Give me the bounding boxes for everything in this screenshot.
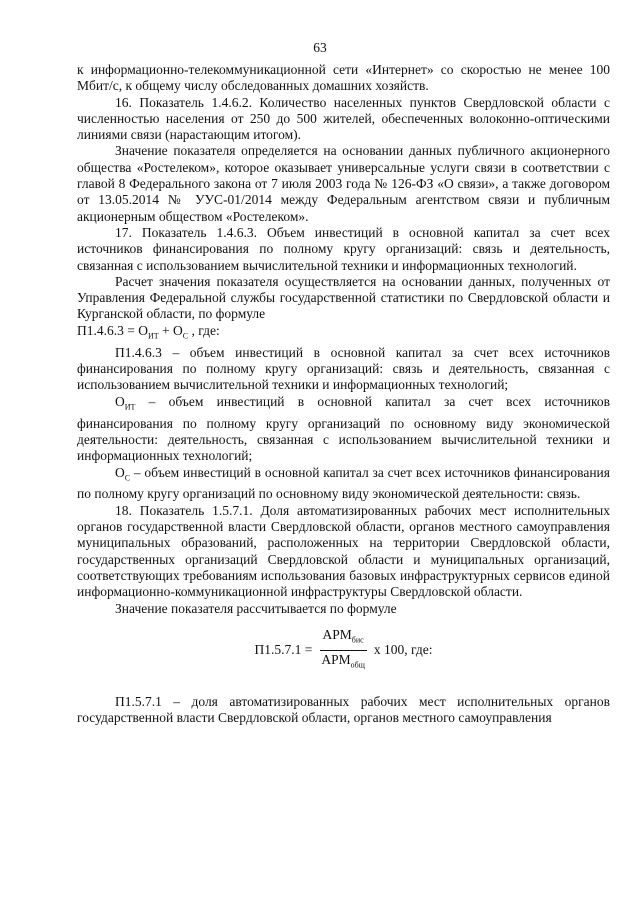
paragraph: 18. Показатель 1.5.7.1. Доля автоматизированных рабочих мест исполнительных органов государственной власти Свердловской области, органов местного самоуправления муниципальных образований, расположенных на территории Свердловской области, государственных организаций Свердловской области и муниципальных организаций, соответствующих требованиям использования базовых инфраструктурных сервисов единой информационно-коммуникационной инфраструктуры Свердловской области. <box>77 502 610 600</box>
paragraph: Расчет значения показателя осуществляется на основании данных, полученных от Управления Федеральной службы государственной статистики по Свердловской области и Курганской области, по формуле <box>77 273 610 322</box>
page-number: 63 <box>313 40 327 55</box>
document-body <box>77 62 610 726</box>
paragraph: $О_{ИТ}$ – объем инвестиций в основной капитал за счет всех источников финансирования по полному кругу организаций по основному виду экономической деятельности: деятельность, связанная с использованием вычислительной техники и информационных технологий; <box>77 393 610 464</box>
paragraph: $О_С$ – объем инвестиций в основной капитал за счет всех источников финансирования по полному кругу организаций по основному виду экономической деятельности: связь. <box>77 464 610 502</box>
paragraph: П1.4.6.3 – объем инвестиций в основной капитал за счет всех источников финансирования по полному кругу организаций: связь и деятельность, связанная с использованием вычислительной техники и информационных технологий; <box>77 344 610 393</box>
paragraph: П1.5.7.1 – доля автоматизированных рабочих мест исполнительных органов государственной власти Свердловской области, органов местного самоуправления <box>77 693 610 726</box>
paragraph: Значение показателя определяется на основании данных публичного акционерного общества «Ростелеком», которое оказывает универсальные услуги связи в соответствии с главой 8 Федерального закона от 7 июля 2003 года № 126-ФЗ «О связи», а также договором от 13.05.2014 № УУС-01/2014 между Федеральным агентством связи и публичным акционерным обществом «Ростелеком». <box>77 143 610 224</box>
formula-arm-share: П1.5.7.1 = $\frac{АРМ_{бис}}{АРМ_{общ}}$ x 100, где: <box>77 627 610 674</box>
paragraph: к информационно-телекоммуникационной сети «Интернет» со скоростью не менее 100 Мбит/с, к общему числу обследованных домашних хозяйств. <box>77 62 610 94</box>
fraction: $\frac{АРМ_{бис}}{АРМ_{общ}}$ <box>321 626 365 670</box>
paragraph: 16. Показатель 1.4.6.2. Количество населенных пунктов Свердловской области с численностью населения от 250 до 500 жителей, обеспеченных волоконно-оптическими линиями связи (нарастающим итогом). <box>77 94 610 143</box>
paragraph: Значение показателя рассчитывается по формуле <box>115 600 397 616</box>
paragraph: 17. Показатель 1.4.6.3. Объем инвестиций в основной капитал за счет всех источников финансирования по полному кругу организаций: связь и деятельность, связанная с использованием вычислительной техники и информационных технологий. <box>77 224 610 273</box>
formula-investment: $П1.4.6.3 = О_{ИТ} + О_С$ , где: <box>77 322 220 341</box>
